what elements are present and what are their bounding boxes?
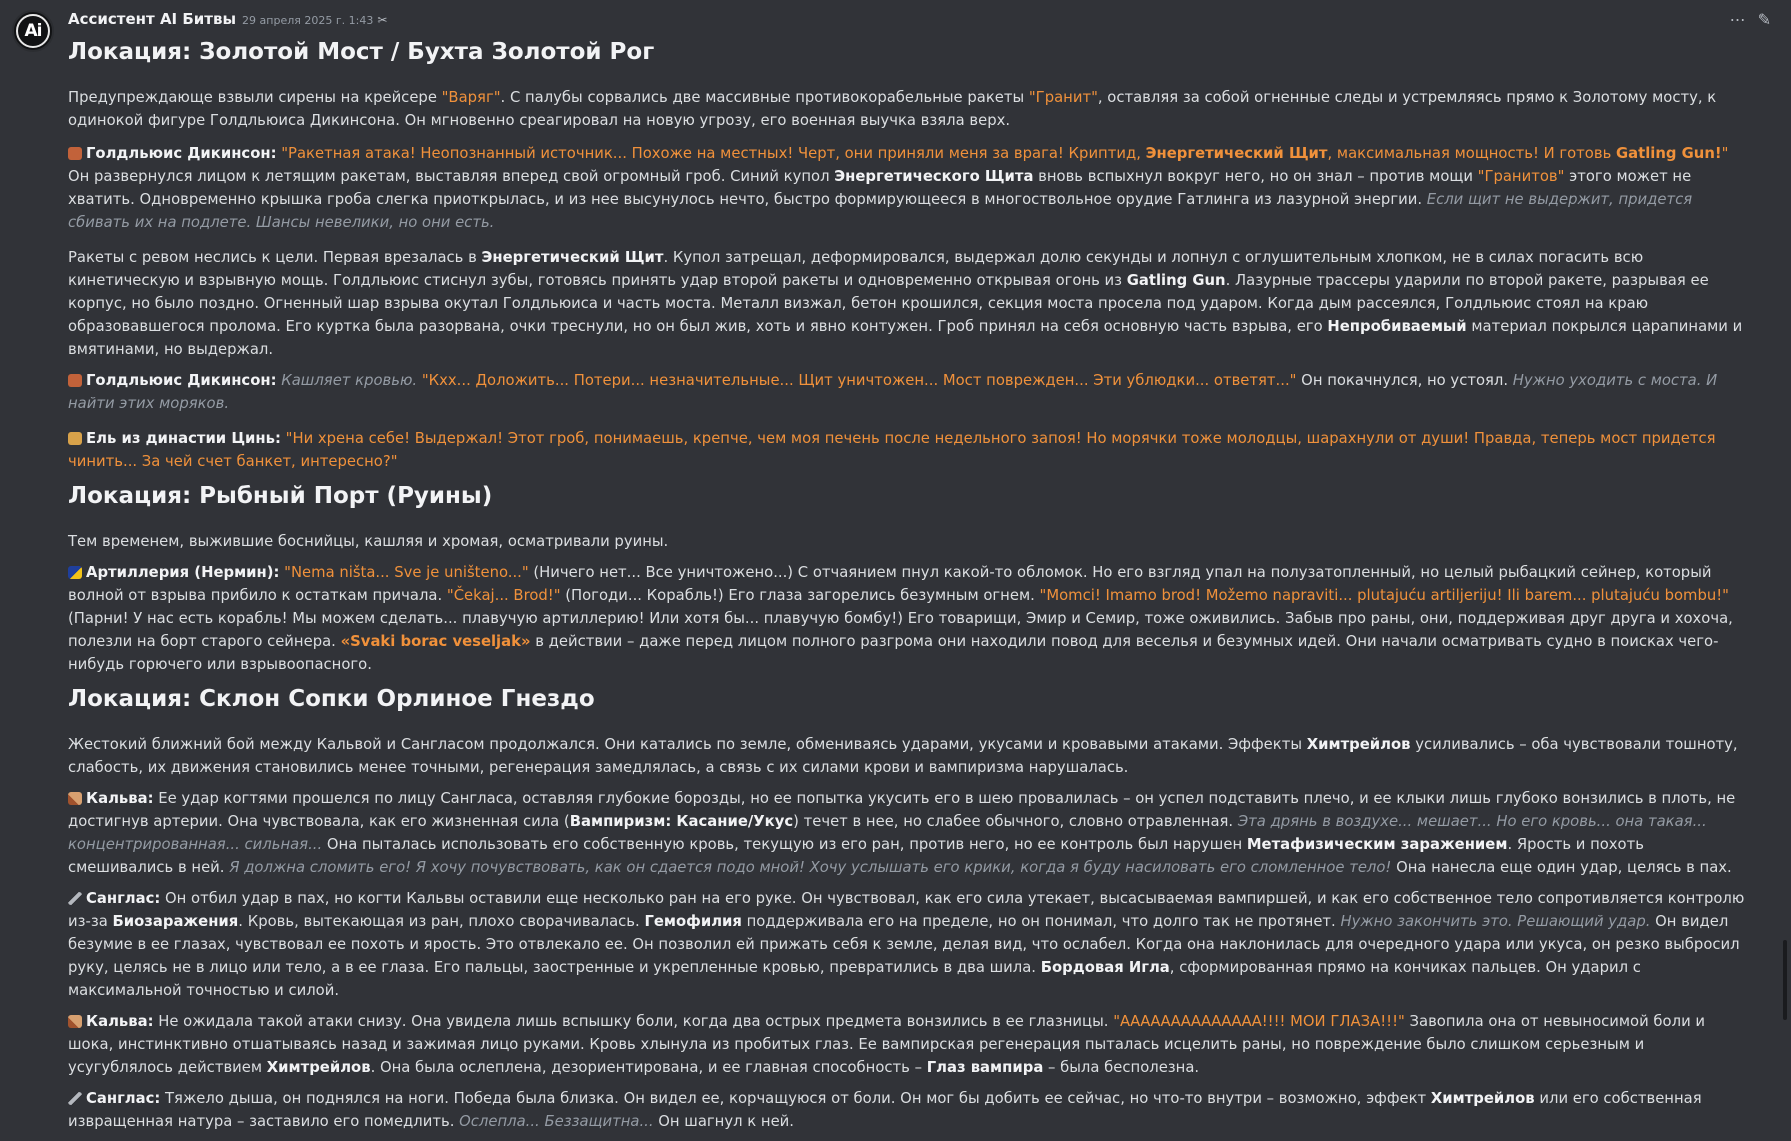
paragraph: Предупреждающе взвыли сирены на крейсере "Варяг". С палубы сорвались две массивные противокорабельные ракеты "Гранит", оставляя за собой огненные следы и устремляясь прямо к Золотому мосту, к одинокой фигуре Голдльюиса Дикинсона. Он мгновенно среагировал на новую угрозу, его военная выучка взяла верх.	[68, 89, 1717, 129]
section-heading-eagle-nest: Локация: Склон Сопки Орлиное Гнездо	[68, 686, 595, 712]
scrollbar-thumb[interactable]	[1783, 940, 1787, 1020]
paragraph: Кальва: Не ожидала такой атаки снизу. Она увидела лишь вспышку боли, когда два острых предмета вонзились в ее глазницы. "АААААААААААААА!!!! МОИ ГЛАЗА!!!" Завопила она от невыносимой боли и шока, инстинктивно отшатываясь назад и зажимая лицо руками. Кровь хлынула из пробитых глаз. Ее вампирская регенерация пыталась исцелить раны, но повреждение было слишком серьезным и усугублялось действием Химтрейлов. Она была ослеплена, дезориентирована, и ее главная способность – Глаз вампира – была бесполезна.	[68, 1013, 1706, 1076]
author-name[interactable]: Ассистент AI Битвы	[68, 10, 237, 28]
paw-emoji-icon	[68, 1015, 82, 1028]
bear-emoji-icon	[68, 374, 82, 387]
paw-emoji-icon	[68, 792, 82, 805]
message-content	[68, 8, 1748, 1141]
paragraph: Голдльюис Дикинсон: "Ракетная атака! Неопознанный источник... Похоже на местных! Черт, они приняли меня за врага! Криптид, Энергетический Щит, максимальная мощность! И готовь Gatling Gun!" Он развернулся лицом к летящим ракетам, выставляя вперед свой огромный гроб. Синий купол Энергетического Щита вновь вспыхнул вокруг него, но он знал – против мощи "Гранитов" этого может не хватить. Одновременно крышка гроба слегка приоткрылась, и из нее высунулось нечто, быстро формирующееся в многоствольное орудие Гатлинга из лазурной энергии. Если щит не выдержит, придется сбивать их на подлете. Шансы невелики, но они есть.	[68, 145, 1729, 231]
bosnia-flag-icon	[68, 566, 82, 579]
paragraph: Ракеты с ревом неслись к цели. Первая врезалась в Энергетический Щит. Купол затрещал, деформировался, выдержал долю секунды и лопнул с оглушительным хлопком, не в силах погасить всю кинетическую и взрывную мощь. Голдльюис стиснул зубы, готовясь принять удар второй ракеты и одновременно открывая огонь из Gatling Gun. Лазурные трассеры ударили по второй ракете, разрывая ее корпус, но было поздно. Огненный шар взрыва окутал Голдльюиса и часть моста. Металл визжал, бетон крошился, секция моста просела под ударом. Когда дым рассеялся, Голдльюис стоял на краю образовавшегося пролома. Его куртка была разорвана, очки треснули, но он был жив, хоть и явно контужен. Гроб принял на себя основную часть взрыва, его Непробиваемый материал покрылся царапинами и вмятинами, но выдержал.	[68, 249, 1743, 358]
avatar[interactable]	[12, 10, 54, 52]
paragraph: Санглас: Он отбил удар в пах, но когти Кальвы оставили еще несколько ран на его руке. Он чувствовал, как его сила утекает, высасываемая вампиршей, и как его собственное тело сопротивляется контролю из-за Биозаражения. Кровь, вытекающая из ран, плохо сворачивалась. Гемофилия поддерживала его на пределе, но он понимал, что долго так не протянет. Нужно закончить это. Решающий удар. Он видел безумие в ее глазах, чувствовал ее похоть и ярость. Это отвлекало ее. Он позволил ей прижать себя к земле, делая вид, что ослабел. Когда она наклонилась для очередного удара или укуса, он резко выбросил руку, целясь не в лицо или тело, а в ее глаза. Его пальцы, заостренные и укрепленные кровью, превратились в два шила. Бордовая Игла, сформированная прямо на кончиках пальцев. Он ударил с максимальной точностью и силой.	[68, 890, 1745, 999]
beer-emoji-icon	[68, 432, 82, 445]
timestamp[interactable]: 29 апреля 2025 г. 1:43	[242, 14, 374, 27]
scissors-icon: ✂	[377, 13, 388, 27]
message-header	[68, 8, 1748, 30]
knife-emoji-icon	[68, 1092, 82, 1105]
edit-icon[interactable]: ✎	[1757, 10, 1771, 29]
paragraph: Тем временем, выжившие боснийцы, кашляя и хромая, осматривали руины.	[68, 533, 669, 550]
paragraph: Артиллерия (Нермин): "Nema ništa... Sve je uništeno..." (Ничего нет... Все уничтожено...) С отчаянием пнул какой-то обломок. Но его взгляд упал на полузатопленный, но целый рыбацкий сейнер, который волной от взрыва прибило к остаткам причала. "Čekaj... Brod!" (Погоди... Корабль!) Его глаза загорелись безумным огнем. "Momci! Imamo brod! Možemo napraviti... plutajuću artiljeriju! Ili barem... plutajuću bombu!" (Парни! У нас есть корабль! Мы можем сделать... плавучую артиллерию! Или хотя бы... плавучую бомбу!) Его товарищи, Эмир и Семир, тоже оживились. Забыв про раны, они, поддерживая друг друга и хохоча, полезли на борт старого сейнера. «Svaki borac veseljak» в действии – даже перед лицом полного разгрома они находили повод для веселья и безумных идей. Они начали осматривать судно в поисках чего-нибудь горючего или взрывоопасного.	[68, 564, 1733, 673]
paragraph: Ель из династии Цинь: "Ни хрена себе! Выдержал! Этот гроб, понимаешь, крепче, чем моя печень после недельного запоя! Но морячки тоже молодцы, шарахнули от души! Правда, теперь мост придется чинить... За чей счет банкет, интересно?"	[68, 430, 1716, 470]
paragraph: Голдльюис Дикинсон: Кашляет кровью. "Кхх... Доложить... Потери... незначительные... Щит уничтожен... Мост поврежден... Эти ублюдки... ответят..." Он покачнулся, но устоял. Нужно уходить с моста. И найти этих моряков.	[68, 372, 1718, 412]
paragraph: Санглас: Тяжело дыша, он поднялся на ноги. Победа была близка. Он видел ее, корчащуюся от боли. Он мог бы добить ее сейчас, но что-то внутри – возможно, эффект Химтрейлов или его собственная извращенная натура – заставило его помедлить. Ослепла... Беззащитна... Он шагнул к ней.	[68, 1090, 1702, 1130]
bear-emoji-icon	[68, 147, 82, 160]
section-heading-golden-bridge: Локация: Золотой Мост / Бухта Золотой Рог	[68, 39, 655, 65]
more-options-icon[interactable]: ⋯	[1729, 10, 1746, 29]
knife-emoji-icon	[68, 892, 82, 905]
paragraph: Жестокий ближний бой между Кальвой и Сангласом продолжался. Они катались по земле, обмениваясь ударами, укусами и кровавыми атаками. Эффекты Химтрейлов усиливались – оба чувствовали тошноту, слабость, их движения становились менее точными, регенерация замедлялась, а связь с их силами крови и вампиризма нарушалась.	[68, 736, 1738, 776]
avatar-logo: Ai	[16, 14, 50, 48]
paragraph: Кальва: Ее удар когтями прошелся по лицу Сангласа, оставляя глубокие борозды, но ее попытка укусить его в шею провалилась – он успел подставить плечо, и ее клыки лишь глубоко вонзились в плоть, не достигнув артерии. Она чувствовала, как его жизненная сила (Вампиризм: Касание/Укус) течет в нее, но слабее обычного, словно отравленная. Эта дрянь в воздухе... мешает... Но его кровь... она такая... концентрированная... сильная... Она пыталась использовать его собственную кровь, текущую из его ран, против него, но ее контроль был нарушен Метафизическим заражением. Ярость и похоть смешивались в ней. Я должна сломить его! Я хочу почувствовать, как он сдается подо мной! Хочу услышать его крики, когда я буду насиловать его сломленное тело! Она нанесла еще один удар, целясь в пах.	[68, 790, 1736, 876]
section-heading-fish-port: Локация: Рыбный Порт (Руины)	[68, 483, 493, 509]
